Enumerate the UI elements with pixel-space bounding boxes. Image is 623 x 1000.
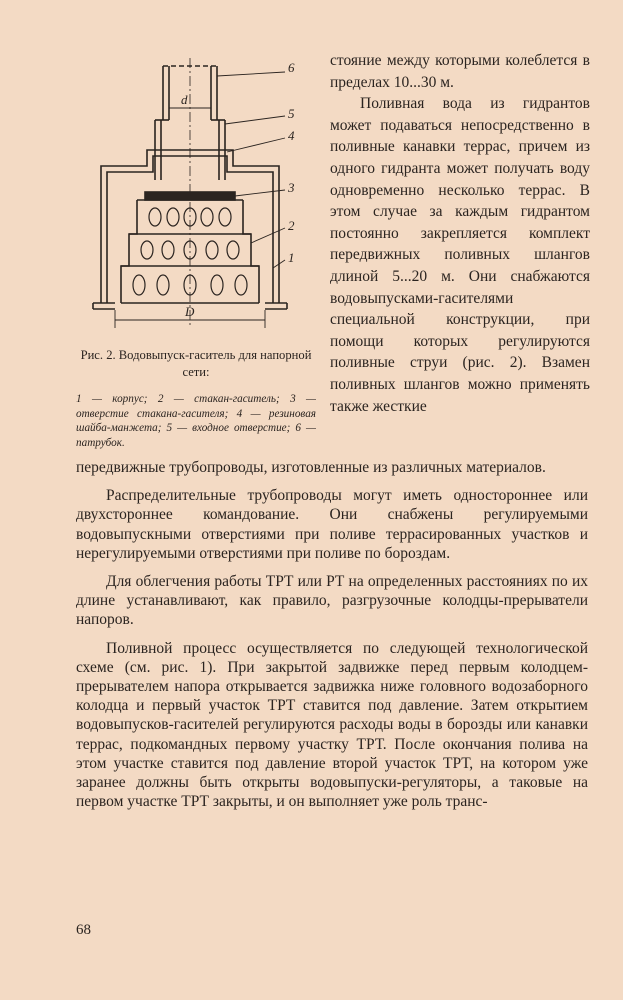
label-4: 4 bbox=[288, 128, 295, 143]
body-text bbox=[76, 458, 588, 811]
caption-title: Рис. 2. Водовыпуск-гаситель для напорной сети: bbox=[80, 348, 312, 379]
label-5: 5 bbox=[288, 106, 295, 121]
right-column-text bbox=[330, 50, 590, 417]
label-d: d bbox=[181, 92, 188, 107]
water-outlet-diagram bbox=[85, 58, 325, 343]
page-number: 68 bbox=[76, 922, 91, 938]
label-3: 3 bbox=[288, 180, 295, 195]
label-D: D bbox=[185, 304, 195, 319]
label-2: 2 bbox=[288, 218, 295, 233]
paragraph: Поливной процесс осуществляется по следующей технологической схеме (см. рис. 1). При закрытой задвижке перед первым колодцем-прерывателем напора открывается задвижка ниже головного водозаборного колодца и первый участок ТРТ ставится под давление. Затем открытием водовыпусков-гасителей регулируются расходы воды в борозды или канавки террас, подкомандных первому участку ТРТ. После окончания полива на этом участке ставится под давление второй участок ТРТ, на котором уже заранее должны быть открыты водовыпуски-регуляторы, а таковые на первом участке ТРТ закрыты, и он выполняет уже роль транс- bbox=[76, 639, 588, 811]
figure-caption bbox=[76, 347, 316, 462]
caption-legend: 1 — корпус; 2 — стакан-гаситель; 3 — отверстие стакана-гасителя; 4 — резиновая шайба-манжета; 5 — входное отверстие; 6 — патрубок. bbox=[76, 393, 316, 449]
label-1: 1 bbox=[288, 250, 295, 265]
paragraph: Поливная вода из гидрантов может подаваться непосредственно в поливные канавки террас, причем из одного гидранта может получать воду одновременно несколько террас. В этом случае за каждым гидрантом постоянно закрепляется комплект передвижных поливных шлангов длиной 5...20 м. Они снабжаются водовыпусками-гасителями специальной конструкции, при помощи которых регулируются поливные струи (рис. 2). Взамен поливных шлангов можно применять также жесткие bbox=[330, 95, 590, 415]
paragraph: передвижные трубопроводы, изготовленные из различных материалов. bbox=[76, 459, 546, 476]
paragraph: Для облегчения работы ТРТ или РТ на определенных расстояниях по их длине устанавливают, как правило, разгрузочные колодцы-прерыватели напоров. bbox=[76, 573, 588, 629]
label-6: 6 bbox=[288, 60, 295, 75]
paragraph: стояние между которыми колеблется в пределах 10...30 м. bbox=[330, 52, 590, 91]
paragraph: Распределительные трубопроводы могут иметь одностороннее или двухстороннее командование. Они снабжены регулируемыми водовыпускными отверстиями при поливе террасированных участков и нерегулируемыми отверстиями при поливе по бороздам. bbox=[76, 487, 588, 562]
